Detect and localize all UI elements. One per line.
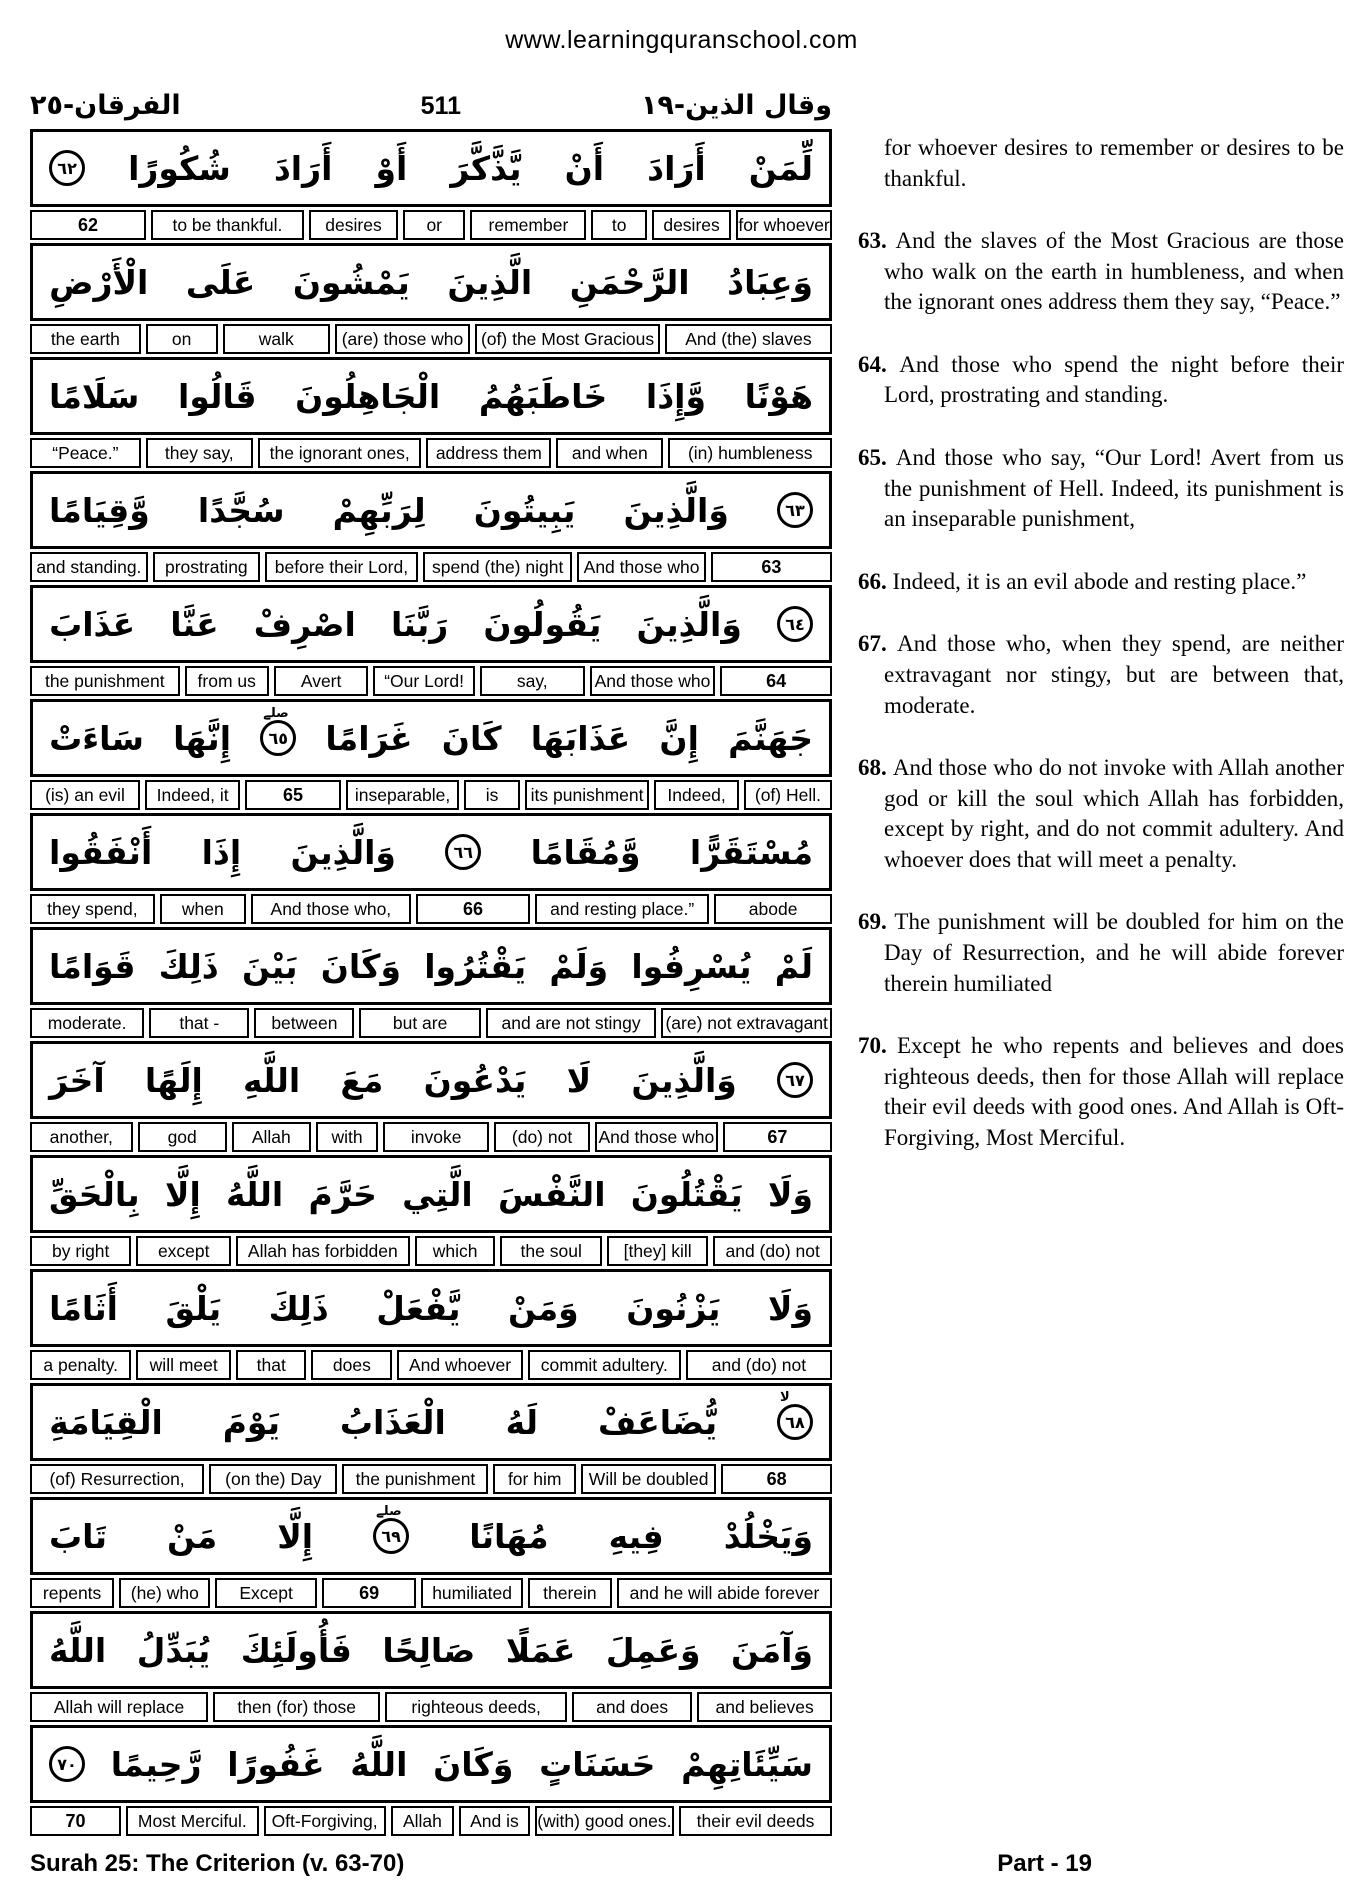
ayah-marker: ٦٢ [49, 150, 85, 186]
arabic-word: يَمْشُونَ [292, 262, 410, 302]
translation-row [30, 1236, 832, 1266]
arabic-word: وَيَخْلُدْ [723, 1516, 813, 1556]
translation-cell: (of) the Most Gracious [475, 324, 660, 354]
translation-cell: and resting place.” [535, 894, 709, 924]
arabic-word: حَسَنَاتٍ [539, 1744, 656, 1784]
translation-cell: desires [652, 210, 731, 240]
translation-row [30, 666, 832, 696]
translation-row [30, 324, 832, 354]
arabic-word: وَّمُقَامًا [530, 832, 641, 872]
arabic-word: مُسْتَقَرًّا [689, 832, 813, 872]
translation-cell: does [311, 1350, 392, 1380]
arabic-word: مَنْ [167, 1516, 218, 1556]
arabic-word: اللَّهُ [49, 1630, 107, 1670]
arabic-line [30, 585, 832, 663]
arabic-word: الْجَاهِلُونَ [295, 376, 441, 416]
translation-cell: the punishment [342, 1464, 488, 1494]
translation-cell: but are [359, 1008, 480, 1038]
arabic-word: وَكَانَ [433, 1744, 514, 1784]
translation-cell: (are) those who [335, 324, 470, 354]
ayah-marker: ٦٤ [777, 606, 813, 642]
translation-cell: (do) not [494, 1122, 590, 1152]
sidebar-paragraph: 69. The punishment will be doubled for him on the Day of Resurrection, and he will abide forever therein humiliated [858, 909, 1345, 996]
arabic-word: ذَلِكَ [158, 946, 219, 986]
translation-cell: between [254, 1008, 354, 1038]
translation-cell: say, [480, 666, 585, 696]
arabic-word: إِنَّ [659, 718, 699, 758]
arabic-word: تَابَ [49, 1516, 107, 1556]
arabic-word: وَلَمْ [549, 946, 609, 986]
arabic-line [30, 129, 832, 207]
arabic-word: اللَّهُ [226, 1174, 284, 1214]
arabic-word: إِلَهًا [144, 1060, 203, 1100]
translation-cell: a penalty. [30, 1350, 131, 1380]
arabic-word: خَاطَبَهُمُ [478, 376, 608, 416]
translation-cell: Indeed, [654, 780, 739, 810]
translation-cell: or [403, 210, 465, 240]
arabic-word: وَآمَنَ [731, 1630, 813, 1670]
translation-cell: commit adultery. [528, 1350, 681, 1380]
arabic-word: وَلَا [767, 1288, 813, 1328]
sidebar-paragraph: 67. And those who, when they spend, are neither extravagant nor stingy, but are between that, moderate. [858, 631, 1345, 718]
arabic-word: وَّإِذَا [645, 376, 706, 416]
translation-cell: (on the) Day [209, 1464, 337, 1494]
page-header [30, 71, 832, 121]
arabic-word: يَبِيتُونَ [473, 490, 576, 530]
arabic-word: بِالْحَقِّ [49, 1174, 140, 1214]
arabic-word: وَعِبَادُ [727, 262, 813, 302]
translation-cell: Most Merciful. [126, 1806, 258, 1836]
ayah-marker: صلے ٦٩ [373, 1518, 409, 1554]
translation-cell: And those who [595, 1122, 718, 1152]
translation-cell: [they] kill [607, 1236, 708, 1266]
quran-column [30, 55, 832, 1836]
verse-number: 67. [858, 631, 898, 657]
sidebar-paragraph: 64. And those who spend the night before their Lord, prostrating and standing. [858, 351, 1344, 408]
translation-cell: on [146, 324, 218, 354]
arabic-word: اللَّهِ [243, 1060, 301, 1100]
arabic-word: وَالَّذِينَ [636, 604, 742, 644]
arabic-word: النَّفْسَ [497, 1174, 606, 1214]
surah-title-arabic: الفرقان-٢٥ [30, 90, 181, 121]
arabic-word: عَمَلًا [505, 1630, 576, 1670]
translation-cell: humiliated [421, 1578, 522, 1608]
translation-cell: prostrating [153, 552, 260, 582]
translation-cell: “Peace.” [30, 438, 141, 468]
ayah-marker: ٦٦ [445, 834, 481, 870]
arabic-word: كَانَ [441, 718, 502, 758]
arabic-word: آخَرَ [49, 1060, 105, 1100]
arabic-line [30, 1497, 832, 1575]
translation-row [30, 1464, 832, 1494]
arabic-word: جَهَنَّمَ [728, 718, 813, 758]
verse-number: 68. [858, 755, 893, 781]
translation-cell: Indeed, it [145, 780, 240, 810]
arabic-word: الَّتِي [402, 1174, 473, 1214]
translation-cell: (of) Resurrection, [30, 1464, 204, 1494]
arabic-word: وَالَّذِينَ [290, 832, 396, 872]
translation-cell: and (do) not [686, 1350, 832, 1380]
translation-cell: that [236, 1350, 306, 1380]
translation-cell: to [591, 210, 647, 240]
arabic-word: لَا [566, 1060, 592, 1100]
arabic-word: مَعَ [340, 1060, 384, 1100]
translation-cell: 69 [322, 1578, 417, 1608]
arabic-word: وَعَمِلَ [605, 1630, 701, 1670]
arabic-word: يَقْتُلُونَ [630, 1174, 743, 1214]
arabic-word: أَنْفَقُوا [49, 832, 153, 872]
translation-cell: 62 [30, 210, 146, 240]
arabic-word: بَيْنَ [241, 946, 298, 986]
translation-cell: (he) who [119, 1578, 210, 1608]
arabic-word: وَلَا [767, 1174, 813, 1214]
translation-row [30, 552, 832, 582]
translation-row [30, 1806, 832, 1836]
arabic-word: يَقُولُونَ [483, 604, 602, 644]
translation-cell: 65 [245, 780, 340, 810]
translation-cell: before their Lord, [265, 552, 418, 582]
translation-cell: abode [714, 894, 832, 924]
arabic-word: سَاءَتْ [49, 718, 144, 758]
arabic-line [30, 1269, 832, 1347]
sidebar-paragraph: 68. And those who do not invoke with Allah another god or kill the soul which Allah has forbidden, except by right, and do not commit adultery. And whoever does that will meet a penalty. [858, 755, 1344, 872]
arabic-line [30, 243, 832, 321]
ayah-marker: ٧٠ [49, 1746, 85, 1782]
translation-cell: And whoever [397, 1350, 523, 1380]
translation-cell: god [138, 1122, 227, 1152]
translation-cell: the ignorant ones, [258, 438, 422, 468]
arabic-word: فِيهِ [608, 1516, 664, 1556]
arabic-word: غَرَامًا [325, 718, 413, 758]
translation-row [30, 1692, 832, 1722]
translation-cell: Will be doubled [581, 1464, 716, 1494]
arabic-word: عَلَى [185, 262, 256, 302]
verse-number: 70. [858, 1033, 897, 1059]
translation-row [30, 780, 832, 810]
translation-cell: Avert [274, 666, 369, 696]
translation-cell: desires [309, 210, 398, 240]
sidebar-paragraph: 65. And those who say, “Our Lord! Avert from us the punishment of Hell. Indeed, its punishment is an inseparable punishment, [858, 445, 1344, 532]
translation-cell: and standing. [30, 552, 148, 582]
translation-cell: And those who [577, 552, 705, 582]
juz-title-arabic: وقال الذين-١٩ [640, 90, 832, 121]
arabic-word: يُسْرِفُوا [631, 946, 752, 986]
arabic-line [30, 1725, 832, 1803]
translation-cell: 63 [711, 552, 832, 582]
sidebar-paragraph: 66. Indeed, it is an evil abode and resting place.” [858, 568, 1307, 594]
translation-cell: and does [572, 1692, 692, 1722]
arabic-word: وَالَّذِينَ [631, 1060, 737, 1100]
arabic-word: إِلَّا [277, 1516, 314, 1556]
arabic-line [30, 357, 832, 435]
arabic-word: لِرَبِّهِمْ [332, 490, 426, 530]
translation-cell: and believes [697, 1692, 832, 1722]
arabic-word: إِنَّهَا [173, 718, 232, 758]
arabic-word: غَفُورًا [227, 1744, 325, 1784]
arabic-word: رَّحِيمًا [110, 1744, 202, 1784]
arabic-line [30, 471, 832, 549]
arabic-word: الْأَرْضِ [49, 262, 149, 302]
page-content [0, 55, 1363, 1836]
translation-cell: righteous deeds, [385, 1692, 567, 1722]
translation-cell: (is) an evil [30, 780, 140, 810]
site-url: www.learningquranschool.com [505, 26, 858, 54]
arabic-word: سُجَّدًا [197, 490, 285, 530]
ayah-marker: ٦٣ [777, 492, 813, 528]
translation-row [30, 1578, 832, 1608]
arabic-word: عَذَابَ [49, 604, 136, 644]
translation-row [30, 894, 832, 924]
footer-part-label: Part - 19 [997, 1850, 1092, 1877]
arabic-word: أَثَامًا [49, 1288, 118, 1328]
arabic-word: لِّمَنْ [748, 148, 813, 188]
arabic-word: وَمَنْ [508, 1288, 579, 1328]
footer [30, 1850, 1092, 1878]
arabic-word: وَّقِيَامًا [49, 490, 150, 530]
translation-cell: And those who, [251, 894, 411, 924]
translation-row [30, 1008, 832, 1038]
translation-cell: which [415, 1236, 496, 1266]
translation-row [30, 438, 832, 468]
translation-cell: spend (the) night [423, 552, 572, 582]
translation-cell: Allah [232, 1122, 311, 1152]
ayah-marker: ٦٧ [777, 1062, 813, 1098]
arabic-word: الرَّحْمَنِ [569, 262, 690, 302]
arabic-word: هَوْنًا [744, 376, 813, 416]
arabic-word: ذَلِكَ [268, 1288, 329, 1328]
translation-cell: (with) good ones. [535, 1806, 674, 1836]
arabic-word: الْعَذَابُ [339, 1402, 446, 1442]
arabic-word: عَنَّا [170, 604, 219, 644]
sidebar-paragraph: for whoever desires to remember or desires to be thankful. [884, 135, 1344, 191]
ayah-marker: لا ٦٨ [777, 1404, 813, 1440]
translation-cell: Allah [391, 1806, 455, 1836]
arabic-word: قَوَامًا [49, 946, 136, 986]
ayah-marker: صلے ٦٥ [260, 720, 296, 756]
sidebar-paragraph: 63. And the slaves of the Most Gracious are those who walk on the earth in humbleness, and when the ignorant ones address them they say, “Peace.” [858, 228, 1344, 315]
arabic-word: يَّذَّكَّرَ [450, 148, 522, 188]
translation-cell: that - [149, 1008, 249, 1038]
translation-cell: to be thankful. [151, 210, 304, 240]
arabic-word: اصْرِفْ [253, 604, 356, 644]
translation-cell: from us [185, 666, 269, 696]
sidebar [832, 133, 1344, 1185]
arabic-line [30, 699, 832, 777]
verse-number: 69. [858, 909, 895, 935]
quran-table [30, 129, 832, 1836]
arabic-word: عَذَابَهَا [530, 718, 631, 758]
translation-cell: 67 [723, 1122, 832, 1152]
waqf-mark: لا [780, 1390, 790, 1405]
verse-number: 65. [858, 445, 896, 471]
arabic-word: أَرَادَ [273, 148, 333, 188]
translation-cell: except [136, 1236, 231, 1266]
arabic-word: يَزْنُونَ [626, 1288, 721, 1328]
translation-cell: Oft-Forgiving, [264, 1806, 386, 1836]
arabic-word: وَالَّذِينَ [623, 490, 729, 530]
translation-cell: address them [426, 438, 551, 468]
translation-cell: and he will abide forever [617, 1578, 832, 1608]
arabic-word: إِذَا [201, 832, 242, 872]
translation-cell: (in) humbleness [668, 438, 832, 468]
arabic-word: لَهُ [505, 1402, 539, 1442]
arabic-word: يَّفْعَلْ [376, 1288, 461, 1328]
translation-cell: by right [30, 1236, 131, 1266]
translation-cell: walk [223, 324, 330, 354]
translation-cell: repents [30, 1578, 114, 1608]
arabic-word: مُهَانًا [469, 1516, 549, 1556]
arabic-word: يَلْقَ [165, 1288, 222, 1328]
arabic-word: رَبَّنَا [390, 604, 449, 644]
translation-cell: their evil deeds [679, 1806, 832, 1836]
sidebar-paragraph: 70. Except he who repents and believes and does righteous deeds, then for those Allah will replace their evil deeds with good ones. And Allah is Oft-Forgiving, Most Merciful. [858, 1033, 1344, 1150]
arabic-word: اللَّهُ [350, 1744, 408, 1784]
translation-cell: its punishment [525, 780, 649, 810]
translation-cell: Except [215, 1578, 316, 1608]
translation-cell: And those who [590, 666, 716, 696]
translation-cell: (of) Hell. [744, 780, 832, 810]
translation-cell: 64 [720, 666, 832, 696]
translation-row [30, 1350, 832, 1380]
arabic-line [30, 813, 832, 891]
translation-cell: And (the) slaves [665, 324, 832, 354]
page-number: 511 [420, 92, 461, 120]
arabic-word: حَرَّمَ [308, 1174, 377, 1214]
translation-cell: when [160, 894, 246, 924]
arabic-word: يَوْمَ [222, 1402, 280, 1442]
arabic-word: صَالِحًا [382, 1630, 476, 1670]
translation-cell: and when [556, 438, 663, 468]
translation-cell: inseparable, [346, 780, 460, 810]
translation-cell: 70 [30, 1806, 121, 1836]
arabic-line [30, 1383, 832, 1461]
translation-cell: and are not stingy [486, 1008, 657, 1038]
arabic-word: يُّضَاعَفْ [597, 1402, 718, 1442]
translation-cell: remember [470, 210, 586, 240]
arabic-word: يَقْتُرُوا [424, 946, 527, 986]
waqf-mark: صلے [263, 706, 289, 721]
translation-cell: for him [493, 1464, 576, 1494]
translation-cell: the earth [30, 324, 141, 354]
translation-row [30, 210, 832, 240]
translation-cell: and (do) not [713, 1236, 832, 1266]
translation-cell: therein [528, 1578, 612, 1608]
translation-cell: (are) not extravagant [661, 1008, 832, 1038]
translation-cell: for whoever [736, 210, 832, 240]
arabic-word: الْقِيَامَةِ [49, 1402, 163, 1442]
verse-number: 64. [858, 351, 900, 377]
translation-cell: Allah has forbidden [236, 1236, 410, 1266]
translation-cell: the soul [500, 1236, 601, 1266]
arabic-word: سَلَامًا [49, 376, 140, 416]
verse-number: 66. [858, 568, 893, 594]
translation-cell: they say, [146, 438, 253, 468]
translation-row [30, 1122, 832, 1152]
arabic-word: يَدْعُونَ [423, 1060, 527, 1100]
waqf-mark: صلے [376, 1504, 402, 1519]
translation-cell: is [464, 780, 520, 810]
footer-surah-title: Surah 25: The Criterion (v. 63-70) [30, 1850, 405, 1877]
translation-cell: “Our Lord! [373, 666, 474, 696]
translation-cell: they spend, [30, 894, 155, 924]
translation-cell: 68 [721, 1464, 832, 1494]
arabic-line [30, 1155, 832, 1233]
translation-cell: the punishment [30, 666, 180, 696]
translation-cell: another, [30, 1122, 133, 1152]
arabic-word: قَالُوا [178, 376, 257, 416]
translation-cell: will meet [136, 1350, 231, 1380]
arabic-word: إِلَّا [164, 1174, 201, 1214]
arabic-word: أَوْ [375, 148, 408, 188]
arabic-word: الَّذِينَ [447, 262, 533, 302]
translation-cell: 66 [416, 894, 530, 924]
arabic-word: سَيِّئَاتِهِمْ [681, 1744, 813, 1784]
arabic-word: شُكُورًا [128, 148, 231, 188]
arabic-line [30, 1611, 832, 1689]
arabic-line [30, 1041, 832, 1119]
translation-cell: And is [459, 1806, 529, 1836]
translation-cell: invoke [383, 1122, 489, 1152]
translation-cell: Allah will replace [30, 1692, 208, 1722]
arabic-word: أَنْ [564, 148, 605, 188]
arabic-word: لَمْ [774, 946, 813, 986]
translation-cell: moderate. [30, 1008, 144, 1038]
arabic-word: أَرَادَ [647, 148, 706, 188]
translation-cell: with [316, 1122, 378, 1152]
arabic-word: يُبَدِّلُ [136, 1630, 211, 1670]
translation-cell: then (for) those [213, 1692, 380, 1722]
arabic-line [30, 927, 832, 1005]
verse-number: 63. [858, 228, 896, 254]
arabic-word: وَكَانَ [320, 946, 401, 986]
arabic-word: فَأُولَئِكَ [240, 1630, 352, 1670]
